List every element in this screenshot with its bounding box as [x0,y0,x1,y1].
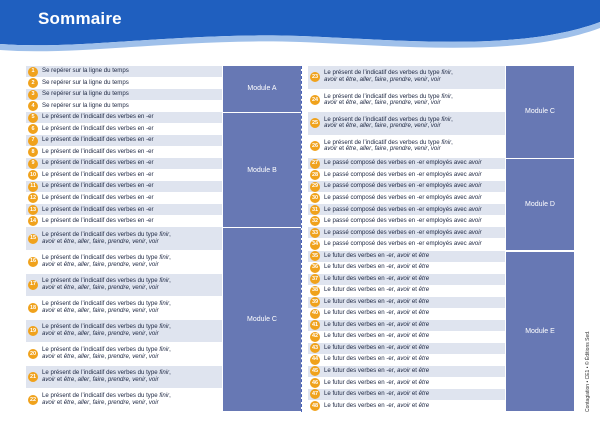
left-column [26,66,304,412]
item-label [324,70,505,84]
list-item [308,170,505,181]
item-number-badge: 25 [310,118,320,128]
list-item [308,331,505,342]
item-label [324,356,505,363]
item-label-line1: Le présent de l’indicatif des verbes du type finir, [42,254,171,262]
list-item [308,158,505,169]
list-item [26,158,222,169]
module-label: Module E [506,252,574,412]
item-number-badge: 41 [310,320,320,330]
list-item [26,66,222,77]
list-item [308,354,505,365]
list-item [26,135,222,146]
list-item [26,147,222,158]
item-label [42,218,222,225]
item-number-badge: 34 [310,240,320,250]
item-label-line2: avoir et être, aller, faire, prendre, venir, voir [324,122,441,130]
item-label-line1: Le passé composé des verbes en -er employés avec avoir [324,205,482,213]
item-number-badge: 6 [28,124,38,134]
item-label-line2: avoir et être, aller, faire, prendre, venir, voir [324,145,441,153]
list-item [308,297,505,308]
item-label [324,345,505,352]
item-label-line1: Se repérer sur la ligne du temps [42,101,129,109]
item-number-badge: 37 [310,274,320,284]
list-item [26,320,222,343]
item-label-line1: Le futur des verbes en -er, avoir et être [324,297,430,305]
item-label-line2: avoir et être, aller, faire, prendre, venir, voir [42,237,159,245]
list-item [26,251,222,274]
list-item [26,389,222,412]
list-item [308,66,505,89]
list-item [308,204,505,215]
list-item [26,216,222,227]
item-label [42,393,222,407]
item-label [42,91,222,98]
item-label [42,347,222,361]
item-label-line1: Le présent de l’indicatif des verbes en -er [42,205,154,213]
header-banner [0,0,600,60]
credit-text: Contagiation • CE1 • © Éditions Sed. [585,330,591,412]
item-label-line2: avoir et être, aller, faire, prendre, venir, voir [42,399,159,407]
list-item [26,78,222,89]
item-label-line1: Le présent de l’indicatif des verbes du type finir, [42,277,171,285]
item-number-badge: 21 [28,372,38,382]
item-number-badge: 35 [310,251,320,261]
item-label-line1: Le présent de l’indicatif des verbes du type finir, [42,300,171,308]
list-item [308,227,505,238]
item-label-line1: Le passé composé des verbes en -er employés avec avoir [324,193,482,201]
item-label-line2: avoir et être, aller, faire, prendre, venir, voir [324,76,441,84]
item-label [324,310,505,317]
item-label [324,403,505,410]
list-item [26,124,222,135]
column-separator [301,66,302,412]
item-label-line1: Le futur des verbes en -er, avoir et être [324,355,430,363]
item-label [324,230,505,237]
list-item [26,89,222,100]
list-item [26,112,222,123]
item-label [42,114,222,121]
item-label [42,278,222,292]
item-number-badge: 39 [310,297,320,307]
item-number-badge: 29 [310,182,320,192]
right-column [308,66,578,412]
item-label [42,172,222,179]
item-number-badge: 1 [28,67,38,77]
item-label [324,333,505,340]
item-label [42,207,222,214]
item-label [42,149,222,156]
item-label [324,183,505,190]
item-number-badge: 43 [310,343,320,353]
module-label: Module C [223,228,301,411]
list-item [26,274,222,297]
module-label: Module D [506,159,574,250]
item-label-line2: avoir et être, aller, faire, prendre, venir, voir [42,376,159,384]
item-label-line1: Le futur des verbes en -er, avoir et être [324,343,430,351]
item-label-line1: Le présent de l’indicatif des verbes en -er [42,136,154,144]
item-label-line2: avoir et être, aller, faire, prendre, venir, voir [42,283,159,291]
item-label-line1: Le passé composé des verbes en -er employés avec avoir [324,170,482,178]
item-number-badge: 13 [28,205,38,215]
item-label-line1: Le présent de l’indicatif des verbes en -er [42,159,154,167]
item-number-badge: 2 [28,78,38,88]
item-number-badge: 18 [28,303,38,313]
list-item [308,181,505,192]
list-item [26,193,222,204]
list-item [26,343,222,366]
item-number-badge: 27 [310,159,320,169]
item-label [42,255,222,269]
list-item [26,297,222,320]
item-number-badge: 14 [28,216,38,226]
item-label [324,94,505,108]
list-item [308,377,505,388]
item-label-line1: Le présent de l’indicatif des verbes en -er [42,217,154,225]
item-label-line1: Le passé composé des verbes en -er employés avec avoir [324,240,482,248]
list-item [308,112,505,135]
item-number-badge: 47 [310,389,320,399]
item-number-badge: 19 [28,326,38,336]
item-label-line1: Le futur des verbes en -er, avoir et être [324,320,430,328]
item-number-badge: 8 [28,147,38,157]
list-item [26,101,222,112]
item-number-badge: 16 [28,257,38,267]
item-label-line1: Le futur des verbes en -er, avoir et être [324,390,430,398]
item-label-line1: Le passé composé des verbes en -er employés avec avoir [324,159,482,167]
item-number-badge: 44 [310,355,320,365]
item-label [324,241,505,248]
item-number-badge: 11 [28,182,38,192]
list-item [308,308,505,319]
item-label-line1: Le présent de l’indicatif des verbes en -er [42,170,154,178]
item-number-badge: 48 [310,401,320,411]
item-label-line2: avoir et être, aller, faire, prendre, venir, voir [42,306,159,314]
list-item [308,274,505,285]
item-label-line1: Le passé composé des verbes en -er employés avec avoir [324,217,482,225]
item-label [324,160,505,167]
item-label [42,126,222,133]
item-label-line1: Le passé composé des verbes en -er employés avec avoir [324,182,482,190]
item-label [324,368,505,375]
item-label-line1: Le futur des verbes en -er, avoir et être [324,251,430,259]
list-item [308,239,505,250]
item-label-line1: Le présent de l’indicatif des verbes du type finir, [42,346,171,354]
item-label [324,253,505,260]
item-label-line1: Le présent de l’indicatif des verbes du type finir, [324,92,453,100]
item-label [42,232,222,246]
item-number-badge: 45 [310,366,320,376]
item-number-badge: 28 [310,170,320,180]
item-number-badge: 12 [28,193,38,203]
list-item [26,204,222,215]
item-label-line2: avoir et être, aller, faire, prendre, venir, voir [324,99,441,107]
item-number-badge: 31 [310,205,320,215]
list-item [308,285,505,296]
item-label-line1: Le futur des verbes en -er, avoir et être [324,366,430,374]
item-label-line1: Le présent de l’indicatif des verbes en -er [42,124,154,132]
module-label: Module A [223,66,301,112]
item-label [42,195,222,202]
list-item [308,400,505,411]
list-item [308,343,505,354]
item-label [42,68,222,75]
item-number-badge: 26 [310,141,320,151]
item-number-badge: 4 [28,101,38,111]
item-label-line2: avoir et être, aller, faire, prendre, venir, voir [42,353,159,361]
item-label-line1: Se repérer sur la ligne du temps [42,78,129,86]
item-number-badge: 7 [28,136,38,146]
item-number-badge: 42 [310,332,320,342]
item-label [324,287,505,294]
item-label-line2: avoir et être, aller, faire, prendre, venir, voir [42,330,159,337]
item-label [42,160,222,167]
item-label-line1: Le futur des verbes en -er, avoir et être [324,286,430,294]
item-number-badge: 22 [28,395,38,405]
list-item [26,181,222,192]
list-item [308,262,505,273]
item-label-line1: Le futur des verbes en -er, avoir et être [324,263,430,271]
item-number-badge: 38 [310,286,320,296]
list-item [26,366,222,389]
item-label [42,301,222,315]
list-item [308,366,505,377]
item-label-line1: Le présent de l’indicatif des verbes du type finir, [42,369,171,377]
item-number-badge: 30 [310,193,320,203]
item-label [42,80,222,87]
item-label-line1: Le présent de l’indicatif des verbes du type finir, [42,392,171,400]
item-label-line2: avoir et être, aller, faire, prendre, venir, voir [42,260,159,268]
item-label-line1: Le présent de l’indicatif des verbes du type finir, [324,138,453,146]
list-item [308,135,505,158]
item-label [42,324,222,338]
item-number-badge: 10 [28,170,38,180]
page-title: Sommaire [38,9,122,28]
list-item [308,251,505,262]
item-label [324,299,505,306]
item-label-line1: Le futur des verbes en -er, avoir et être [324,378,430,386]
item-label [324,264,505,271]
item-label [324,195,505,202]
item-label-line1: Le futur des verbes en -er, avoir et être [324,401,430,409]
list-item [26,227,222,250]
item-number-badge: 40 [310,309,320,319]
item-label-line1: Le passé composé des verbes en -er employés avec avoir [324,228,482,236]
item-number-badge: 24 [310,95,320,105]
item-number-badge: 5 [28,113,38,123]
item-label [324,218,505,225]
item-label [324,276,505,283]
item-label-line1: Le futur des verbes en -er, avoir et être [324,309,430,317]
item-number-badge: 46 [310,378,320,388]
item-label [42,103,222,110]
item-label-line1: Le présent de l’indicatif des verbes du type finir, [42,230,171,238]
item-number-badge: 36 [310,263,320,273]
list-item [26,170,222,181]
item-number-badge: 17 [28,280,38,290]
list-item [308,89,505,112]
item-label [42,137,222,144]
item-label-line1: Le présent de l’indicatif des verbes en -er [42,147,154,155]
list-item [308,389,505,400]
item-label-line1: Le présent de l’indicatif des verbes du type finir, [42,323,171,331]
item-label-line1: Le présent de l’indicatif des verbes du type finir, [324,69,453,77]
item-label [42,183,222,190]
item-label [324,380,505,387]
item-label-line1: Se repérer sur la ligne du temps [42,90,129,98]
item-label [324,322,505,329]
item-label [324,117,505,131]
item-label [324,391,505,398]
item-label [42,370,222,384]
item-number-badge: 20 [28,349,38,359]
item-label [324,140,505,154]
item-number-badge: 9 [28,159,38,169]
item-number-badge: 32 [310,216,320,226]
item-label-line1: Se repérer sur la ligne du temps [42,67,129,75]
item-label-line1: Le présent de l’indicatif des verbes en -er [42,182,154,190]
item-label-line1: Le futur des verbes en -er, avoir et être [324,274,430,282]
item-number-badge: 23 [310,72,320,82]
item-number-badge: 15 [28,234,38,244]
list-item [308,320,505,331]
item-label-line1: Le présent de l’indicatif des verbes du type finir, [324,115,453,123]
list-item [308,193,505,204]
item-number-badge: 33 [310,228,320,238]
module-label: Module B [223,113,301,227]
list-item [308,216,505,227]
item-label [324,172,505,179]
module-label: Module C [506,66,574,158]
item-label-line1: Le présent de l’indicatif des verbes en -er [42,113,154,121]
item-number-badge: 3 [28,90,38,100]
item-label-line1: Le futur des verbes en -er, avoir et être [324,332,430,340]
item-label [324,207,505,214]
item-label-line1: Le présent de l’indicatif des verbes en -er [42,193,154,201]
